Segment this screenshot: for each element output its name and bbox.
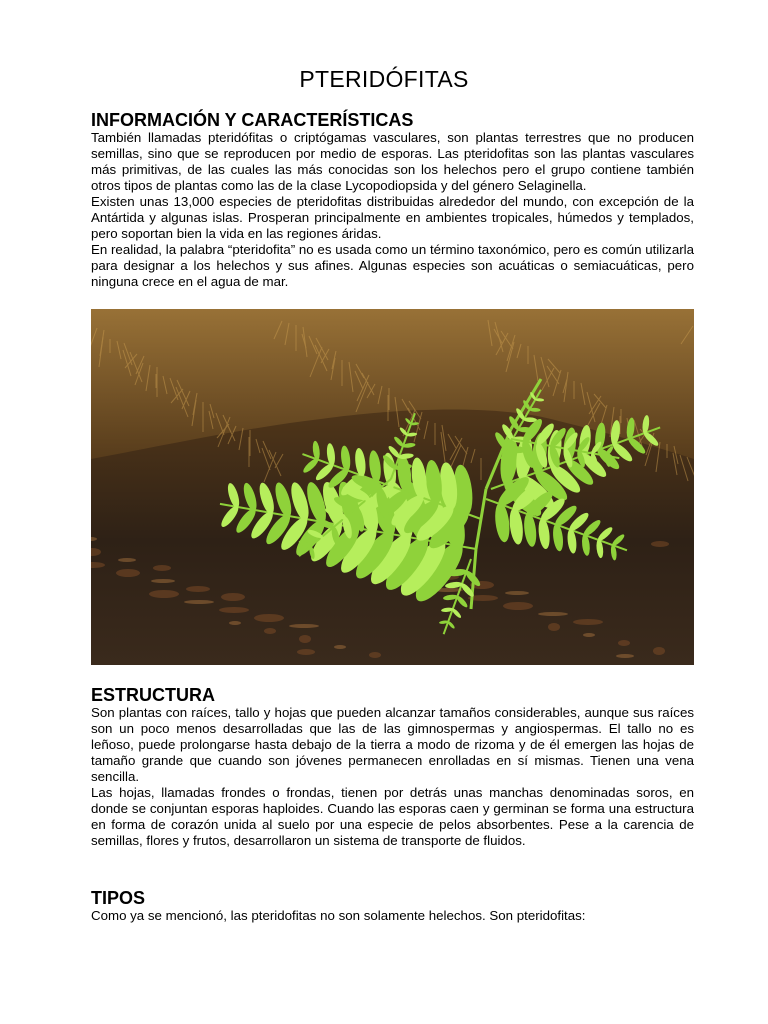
paragraph: En realidad, la palabra “pteridofita” no es usada como un término taxonómico, pero es común utilizarla para designar a los helechos y sus afines. Algunas especies son acuáticas o semiacuáticas, pero ninguna crece en el agua de mar.	[91, 242, 694, 289]
page-title: PTERIDÓFITAS	[299, 66, 469, 92]
fern-illustration	[91, 309, 694, 665]
section-tipos	[91, 888, 694, 924]
paragraph: Las hojas, llamadas frondes o frondas, tienen por detrás unas manchas denominadas soros, en donde se conjuntan esporas haploides. Cuando las esporas caen y germinan se forma una estructura en forma de corazón unida al suelo por una especie de pelos absorbentes. Pese a la carencia de semillas, flores y frutos, desarrollaron un sistema de transporte de fluidos.	[91, 785, 694, 848]
fern-photo	[91, 309, 694, 665]
paragraph: Son plantas con raíces, tallo y hojas que pueden alcanzar tamaños considerables, aunque sus raíces son un poco menos desarrolladas que las de las gimnospermas y angiospermas. El tallo no es leñoso, puede prolongarse hasta debajo de la tierra a modo de rizoma y de él emergen las hojas de tamaño grande que cuando son jóvenes permanecen enrolladas en sí mismas. Tienen una vena sencilla.	[91, 705, 694, 784]
paragraph: También llamadas pteridófitas o criptógamas vasculares, son plantas terrestres que no producen semillas, sino que se reproducen por medio de esporas. Las pteridofitas son las plantas vasculares más primitivas, de las cuales las más conocidas son los helechos pero el grupo contiene también otros tipos de plantas como las de la clase Lycopodiopsida y del género Selaginella.	[91, 130, 694, 193]
section-heading: INFORMACIÓN Y CARACTERÍSTICAS	[91, 110, 414, 130]
section-informacion	[91, 110, 694, 290]
paragraph: Existen unas 13,000 especies de pteridofitas distribuidas alrededor del mundo, con excepción de la Antártida y algunas islas. Prosperan principalmente en ambientes tropicales, húmedos y templados, pero soportan bien la vida en las regiones áridas.	[91, 194, 694, 241]
section-heading: TIPOS	[91, 888, 146, 908]
paragraph: Como ya se mencionó, las pteridofitas no son solamente helechos. Son pteridofitas:	[91, 908, 586, 923]
section-estructura	[91, 685, 694, 849]
section-heading: ESTRUCTURA	[91, 685, 215, 705]
